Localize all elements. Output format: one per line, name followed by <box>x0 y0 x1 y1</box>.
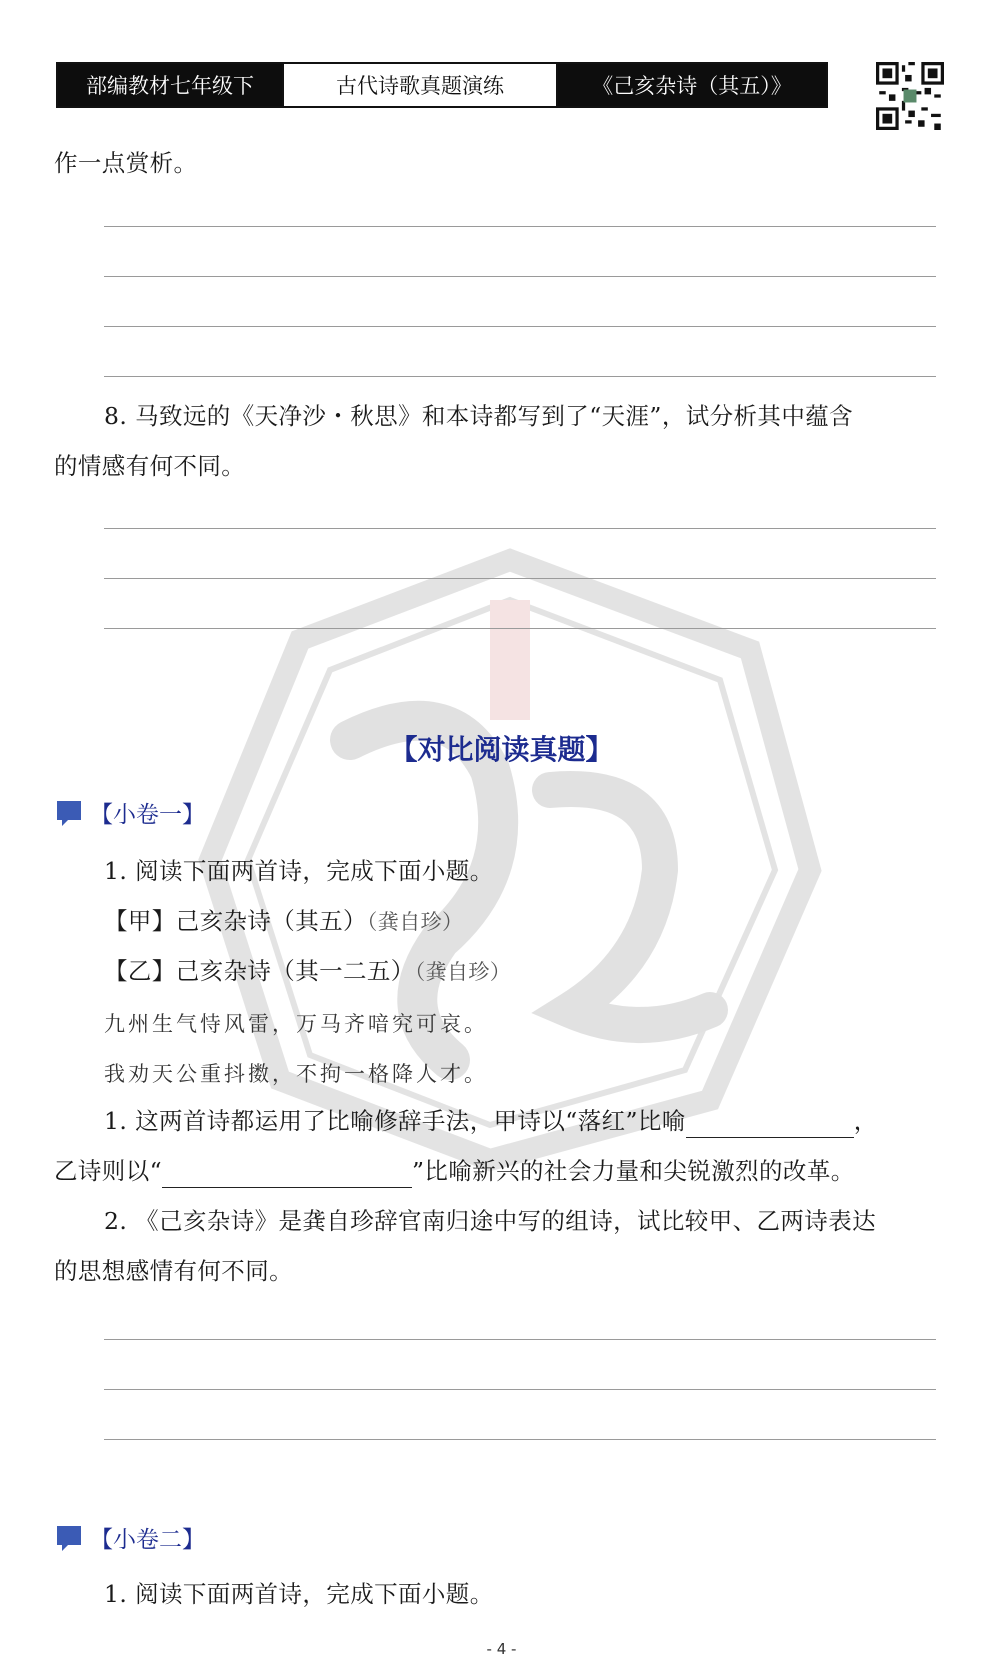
answer-line <box>104 1439 936 1440</box>
question-1-text-c: 乙诗则以“ <box>54 1157 163 1185</box>
poem-b-author: （龚自珍） <box>414 960 512 984</box>
poem-b-title: 【乙】己亥杂诗（其一二五） <box>104 957 415 985</box>
poem-a-heading <box>104 904 463 939</box>
poem-b-heading <box>104 954 511 989</box>
poem-a-title: 【甲】己亥杂诗（其五） <box>104 907 367 935</box>
header-poem: 《己亥杂诗（其五）》 <box>558 64 826 106</box>
volume-1-label: 【小卷一】 <box>90 802 205 828</box>
bookmark-icon <box>54 1523 84 1553</box>
question-8-line1: 8. 马致远的《天净沙・秋思》和本诗都写到了“天涯”，试分析其中蕴含 <box>104 402 854 430</box>
poem-a-author: （龚自珍） <box>366 910 464 934</box>
question-2-line1: 2. 《己亥杂诗》是龚自珍辞官南归途中写的组诗，试比较甲、乙两诗表达 <box>104 1207 876 1235</box>
qr-code-icon <box>876 62 944 130</box>
volume-2-intro: 1. 阅读下面两首诗，完成下面小题。 <box>104 1580 494 1608</box>
volume-2-label: 【小卷二】 <box>90 1527 205 1553</box>
question-1-line2 <box>54 1154 855 1188</box>
answer-line <box>104 1389 936 1390</box>
poem-b-line2: 我劝天公重抖擞，不拘一格降人才。 <box>104 1062 488 1086</box>
header-bar <box>56 62 828 108</box>
answer-line <box>104 326 936 327</box>
answer-line <box>104 276 936 277</box>
volume-1-heading <box>54 796 205 829</box>
volume-1-intro: 1. 阅读下面两首诗，完成下面小题。 <box>104 857 494 885</box>
answer-line <box>104 578 936 579</box>
answer-line <box>104 628 936 629</box>
fill-blank-1[interactable] <box>686 1113 854 1138</box>
header-topic: 古代诗歌真题演练 <box>282 64 558 106</box>
question-2-line2: 的思想感情有何不同。 <box>54 1257 293 1285</box>
prev-question-tail: 作一点赏析。 <box>54 149 198 177</box>
answer-line <box>104 528 936 529</box>
bookmark-icon <box>54 798 84 828</box>
question-1-line1 <box>104 1104 878 1138</box>
poem-b-line1: 九州生气恃风雷，万马齐喑究可哀。 <box>104 1012 488 1036</box>
section-title: 【对比阅读真题】 <box>389 733 614 766</box>
question-1-text-b: ， <box>853 1107 878 1135</box>
page-number: - 4 - <box>486 1640 517 1658</box>
volume-2-heading <box>54 1521 205 1554</box>
answer-line <box>104 1339 936 1340</box>
answer-line <box>104 226 936 227</box>
question-8-line2: 的情感有何不同。 <box>54 452 246 480</box>
question-1-text-a: 1. 这两首诗都运用了比喻修辞手法，甲诗以“落红”比喻 <box>104 1107 686 1135</box>
header-grade: 部编教材七年级下 <box>58 64 282 106</box>
fill-blank-2[interactable] <box>162 1163 412 1188</box>
answer-line <box>104 376 936 377</box>
question-1-text-d: ”比喻新兴的社会力量和尖锐激烈的改革。 <box>412 1157 855 1185</box>
